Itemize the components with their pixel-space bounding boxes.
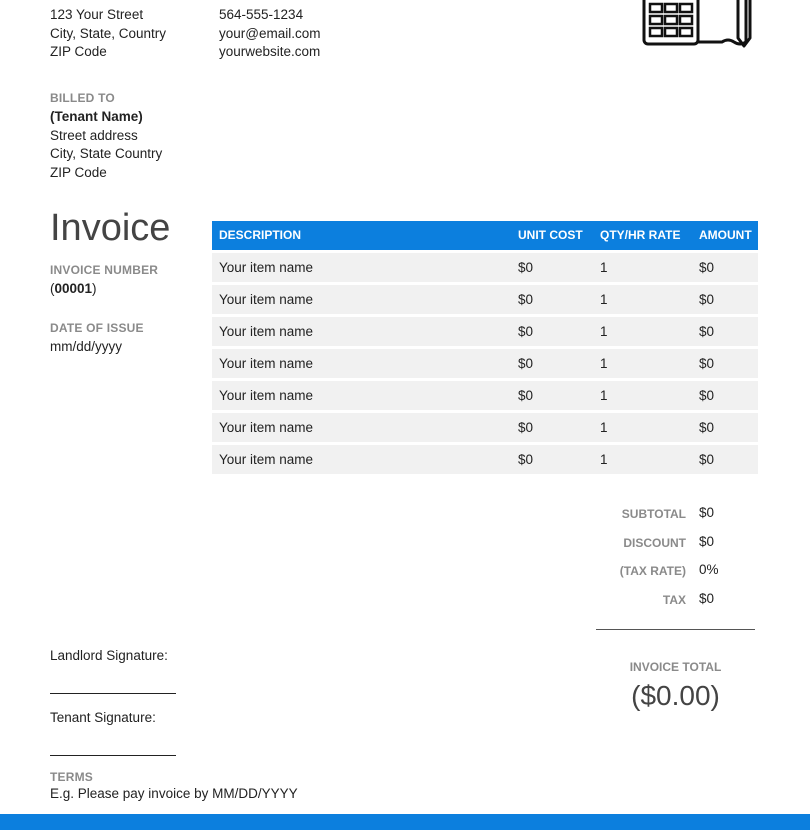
date-of-issue-value: mm/dd/yyyy bbox=[50, 339, 123, 354]
row-qty: 1 bbox=[600, 420, 608, 435]
tenant-signature-line[interactable] bbox=[50, 755, 176, 756]
tax-value: $0 bbox=[699, 591, 715, 606]
invoice-total-value: ($0.00) bbox=[631, 680, 720, 711]
table-row bbox=[212, 349, 758, 378]
row-amount: $0 bbox=[699, 356, 715, 371]
billed-to-section bbox=[50, 90, 162, 182]
row-amount: $0 bbox=[699, 420, 715, 435]
terms-text: E.g. Please pay invoice by MM/DD/YYYY bbox=[50, 786, 298, 801]
table-row bbox=[212, 317, 758, 346]
row-amount: $0 bbox=[699, 324, 715, 339]
page-title: Invoice bbox=[50, 207, 171, 249]
row-qty: 1 bbox=[600, 452, 608, 467]
row-amount: $0 bbox=[699, 452, 715, 467]
row-amount: $0 bbox=[699, 388, 715, 403]
sender-street: 123 Your Street bbox=[50, 7, 144, 22]
row-description: Your item name bbox=[219, 452, 314, 467]
tenant-name: (Tenant Name) bbox=[50, 109, 143, 124]
row-qty: 1 bbox=[600, 260, 608, 275]
billed-to-label: BILLED TO bbox=[50, 91, 115, 105]
row-unit-cost: $0 bbox=[518, 292, 534, 307]
row-qty: 1 bbox=[600, 356, 608, 371]
row-qty: 1 bbox=[600, 388, 608, 403]
items-table bbox=[212, 221, 758, 474]
sender-address bbox=[50, 6, 166, 62]
table-row bbox=[212, 381, 758, 410]
row-qty: 1 bbox=[600, 292, 608, 307]
invoice-total-label: INVOICE TOTAL bbox=[629, 660, 722, 674]
calculator-document-icon bbox=[642, 0, 754, 48]
sender-city: City, State, Country bbox=[50, 25, 167, 41]
row-amount: $0 bbox=[699, 260, 715, 275]
row-description: Your item name bbox=[219, 420, 314, 435]
invoice-number bbox=[50, 280, 97, 299]
row-unit-cost: $0 bbox=[518, 324, 534, 339]
tax-rate-value: 0% bbox=[699, 562, 719, 577]
tax-label: TAX bbox=[662, 593, 686, 607]
row-description: Your item name bbox=[219, 260, 314, 275]
footer-bar bbox=[0, 814, 810, 830]
table-row bbox=[212, 253, 758, 282]
invoice-number-value: 00001 bbox=[54, 281, 93, 296]
invoice-number-close: ) bbox=[92, 281, 97, 296]
row-description: Your item name bbox=[219, 356, 314, 371]
sender-website: yourwebsite.com bbox=[219, 44, 321, 59]
tax-rate-label: (TAX RATE) bbox=[619, 564, 686, 578]
sender-zip: ZIP Code bbox=[50, 44, 107, 59]
row-unit-cost: $0 bbox=[518, 260, 534, 275]
landlord-signature-label: Landlord Signature: bbox=[50, 648, 168, 663]
sender-email: your@email.com bbox=[219, 25, 321, 41]
landlord-signature-line[interactable] bbox=[50, 693, 176, 694]
row-description: Your item name bbox=[219, 292, 314, 307]
totals-divider bbox=[596, 629, 755, 630]
row-qty: 1 bbox=[600, 324, 608, 339]
table-row bbox=[212, 285, 758, 314]
invoice-number-label: INVOICE NUMBER bbox=[50, 263, 159, 277]
header-qty-rate: QTY/HR RATE bbox=[600, 228, 681, 242]
row-unit-cost: $0 bbox=[518, 356, 534, 371]
table-row bbox=[212, 413, 758, 442]
subtotal-value: $0 bbox=[699, 505, 715, 520]
header-description: DESCRIPTION bbox=[219, 228, 302, 242]
sender-phone: 564-555-1234 bbox=[219, 7, 304, 22]
row-unit-cost: $0 bbox=[518, 420, 534, 435]
header-amount: AMOUNT bbox=[699, 228, 752, 242]
invoice-number-open: ( bbox=[50, 281, 55, 296]
terms-label: TERMS bbox=[50, 770, 93, 784]
row-amount: $0 bbox=[699, 292, 715, 307]
tenant-street: Street address bbox=[50, 127, 138, 143]
discount-value: $0 bbox=[699, 534, 715, 549]
row-description: Your item name bbox=[219, 324, 314, 339]
date-of-issue-label: DATE OF ISSUE bbox=[50, 321, 144, 335]
row-unit-cost: $0 bbox=[518, 388, 534, 403]
table-row bbox=[212, 445, 758, 474]
tenant-signature-label: Tenant Signature: bbox=[50, 710, 156, 725]
sender-contact bbox=[219, 6, 320, 62]
row-unit-cost: $0 bbox=[518, 452, 534, 467]
tenant-zip: ZIP Code bbox=[50, 164, 107, 180]
table-header bbox=[212, 221, 758, 250]
header-unit-cost: UNIT COST bbox=[518, 228, 583, 242]
tenant-city: City, State Country bbox=[50, 146, 163, 161]
subtotal-label: SUBTOTAL bbox=[621, 507, 686, 521]
discount-label: DISCOUNT bbox=[623, 536, 686, 550]
row-description: Your item name bbox=[219, 388, 314, 403]
